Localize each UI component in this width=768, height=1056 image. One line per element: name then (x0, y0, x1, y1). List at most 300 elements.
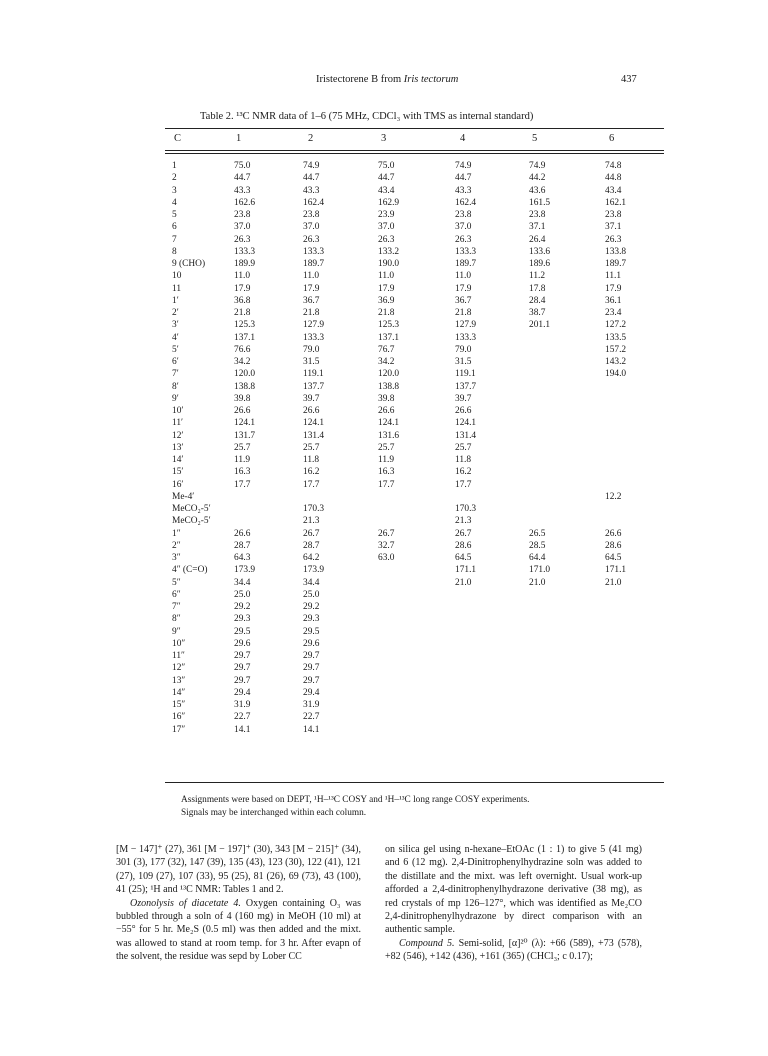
shift-value-cell: 75.0 (234, 161, 251, 171)
shift-value-cell: 125.3 (378, 320, 400, 331)
shift-value-cell: 29.5 (234, 626, 251, 637)
shift-value-cell: 17.7 (303, 479, 320, 490)
shift-value-cell: 26.6 (234, 528, 251, 539)
table-row (165, 197, 664, 209)
shift-value-cell: 31.9 (234, 700, 251, 710)
shift-value-cell: 39.7 (455, 393, 472, 404)
shift-value-cell: 11.2 (529, 271, 546, 282)
carbon-label-cell: 10′ (172, 406, 184, 416)
shift-value-cell: 171.0 (529, 565, 551, 576)
shift-value-cell: 43.6 (529, 185, 546, 196)
carbon-label-cell: 4′ (172, 332, 179, 343)
shift-value-cell: 28.6 (605, 540, 622, 551)
shift-value-cell: 76.6 (234, 344, 251, 355)
shift-value-cell: 26.6 (455, 406, 472, 416)
table-row (165, 503, 664, 515)
shift-value-cell: 133.5 (605, 332, 627, 343)
table-row (165, 295, 664, 307)
shift-value-cell: 11.0 (378, 271, 395, 282)
shift-value-cell: 75.0 (378, 161, 395, 171)
body-column-right (385, 843, 642, 964)
carbon-label-cell: 7′ (172, 369, 179, 380)
shift-value-cell: 29.3 (234, 614, 251, 625)
carbon-label-cell: 6 (172, 222, 177, 233)
table-row (165, 552, 664, 564)
shift-value-cell: 127.2 (605, 320, 627, 331)
shift-value-cell: 44.7 (378, 173, 395, 184)
shift-value-cell: 131.6 (378, 430, 400, 441)
table-top-rule (165, 128, 664, 129)
shift-value-cell: 189.7 (303, 259, 325, 269)
table-row (165, 172, 664, 184)
shift-value-cell: 64.2 (303, 553, 320, 563)
table-row (165, 491, 664, 503)
shift-value-cell: 28.5 (529, 540, 546, 551)
carbon-label-cell: 8′ (172, 381, 179, 392)
table-row (165, 344, 664, 356)
shift-value-cell: 34.4 (303, 577, 320, 588)
shift-value-cell: 11.9 (234, 455, 251, 465)
shift-value-cell: 16.3 (234, 467, 251, 478)
shift-value-cell: 43.3 (234, 185, 251, 196)
shift-value-cell: 133.2 (378, 246, 400, 257)
shift-value-cell: 31.5 (303, 357, 320, 367)
table-row (165, 246, 664, 258)
shift-value-cell: 189.6 (529, 259, 551, 269)
shift-value-cell: 11.9 (378, 455, 395, 465)
shift-value-cell: 21.8 (234, 308, 251, 318)
shift-value-cell: 12.2 (605, 491, 622, 502)
table-bottom-rule (165, 782, 664, 783)
table-row (165, 613, 664, 625)
shift-value-cell: 34.2 (234, 357, 251, 367)
shift-value-cell: 131.7 (234, 430, 256, 441)
shift-value-cell: 25.7 (234, 442, 251, 453)
shift-value-cell: 25.0 (303, 589, 320, 600)
shift-value-cell: 11.8 (455, 455, 472, 465)
carbon-label-cell: 17″ (172, 724, 186, 735)
carbon-label-cell: 3′ (172, 320, 179, 331)
shift-value-cell: 11.0 (303, 271, 320, 282)
shift-value-cell: 26.4 (529, 234, 546, 245)
shift-value-cell: 37.0 (234, 222, 251, 233)
running-title: Iristectorene B from Iris tectorum (316, 74, 459, 85)
shift-value-cell: 161.5 (529, 197, 551, 208)
shift-value-cell: 171.1 (605, 565, 627, 576)
shift-value-cell: 36.7 (303, 295, 320, 306)
table-row (165, 601, 664, 613)
shift-value-cell: 36.9 (378, 295, 395, 306)
carbon-label-cell: 13″ (172, 675, 186, 686)
shift-value-cell: 28.4 (529, 295, 546, 306)
shift-value-cell: 173.9 (234, 565, 256, 576)
header-cell-1: 1 (236, 133, 242, 144)
shift-value-cell: 23.4 (605, 308, 622, 318)
carbon-label-cell: 13′ (172, 442, 184, 453)
shift-value-cell: 17.7 (378, 479, 395, 490)
shift-value-cell: 14.1 (303, 724, 320, 735)
table-row (165, 515, 664, 527)
shift-value-cell: 21.3 (303, 516, 320, 527)
carbon-label-cell: 3 (172, 185, 177, 196)
carbon-label-cell: 9 (CHO) (172, 259, 206, 269)
table-row (165, 160, 664, 172)
table-row (165, 209, 664, 221)
shift-value-cell: 44.7 (234, 173, 251, 184)
table-row (165, 638, 664, 650)
shift-value-cell: 74.9 (303, 161, 320, 171)
shift-value-cell: 38.7 (529, 308, 546, 318)
shift-value-cell: 120.0 (234, 369, 256, 380)
paragraph: [M − 147]⁺ (27), 361 [M − 197]⁺ (30), 343 [M − 215]⁺ (34), 301 (3), 177 (32), 147 (39), 135 (43), 123 (30), 122 (41), 121 (27), 109 (27), 107 (33), 95 (25), 81 (26), 69 (73), 43 (100), 41 (25); ¹H and ¹³C NMR: Tables 1 and 2. (116, 844, 361, 896)
shift-value-cell: 26.6 (378, 406, 395, 416)
carbon-label-cell: 14′ (172, 455, 184, 465)
table-row (165, 577, 664, 589)
shift-value-cell: 29.7 (303, 651, 320, 661)
carbon-label-cell: Me-4′ (172, 491, 195, 502)
shift-value-cell: 26.3 (378, 234, 395, 245)
shift-value-cell: 25.7 (378, 442, 395, 453)
carbon-label-cell: 16″ (172, 712, 186, 723)
table-row (165, 393, 664, 405)
footnote-line: Assignments were based on DEPT, ¹H–¹³C COSY and ¹H–¹³C long range COSY experiments. (181, 795, 530, 805)
table-row (165, 479, 664, 491)
shift-value-cell: 32.7 (378, 540, 395, 551)
table-footnote (181, 794, 681, 819)
shift-value-cell: 131.4 (455, 430, 477, 441)
table-row (165, 454, 664, 466)
carbon-label-cell: 15′ (172, 467, 184, 478)
shift-value-cell: 22.7 (234, 712, 251, 723)
shift-value-cell: 124.1 (455, 418, 477, 429)
header-cell-5: 5 (532, 133, 538, 144)
shift-value-cell: 23.8 (303, 210, 320, 220)
shift-value-cell: 74.8 (605, 161, 622, 171)
carbon-label-cell: 4″ (C=O) (172, 565, 208, 576)
shift-value-cell: 21.3 (455, 516, 472, 527)
shift-value-cell: 26.6 (303, 406, 320, 416)
shift-value-cell: 23.8 (234, 210, 251, 220)
shift-value-cell: 119.1 (303, 369, 324, 380)
shift-value-cell: 133.3 (234, 246, 256, 257)
shift-value-cell: 11.1 (605, 271, 622, 282)
table-row (165, 283, 664, 295)
shift-value-cell: 17.9 (234, 283, 251, 294)
shift-value-cell: 26.6 (234, 406, 251, 416)
carbon-label-cell: 10″ (172, 638, 186, 649)
table-row (165, 540, 664, 552)
carbon-label-cell: 6′ (172, 357, 179, 367)
shift-value-cell: 137.7 (303, 381, 325, 392)
shift-value-cell: 44.8 (605, 173, 622, 184)
page-number: 437 (621, 74, 637, 85)
table-row (165, 564, 664, 576)
shift-value-cell: 26.5 (529, 528, 546, 539)
shift-value-cell: 189.7 (455, 259, 477, 269)
shift-value-cell: 189.7 (605, 259, 627, 269)
shift-value-cell: 79.0 (455, 344, 472, 355)
carbon-label-cell: 7″ (172, 602, 181, 612)
table-row (165, 356, 664, 368)
shift-value-cell: 28.6 (455, 540, 472, 551)
shift-value-cell: 39.7 (303, 393, 320, 404)
shift-value-cell: 43.4 (605, 185, 622, 196)
shift-value-cell: 39.8 (378, 393, 395, 404)
table-row (165, 234, 664, 246)
header-cell-2: 2 (308, 133, 314, 144)
shift-value-cell: 26.7 (303, 528, 320, 539)
shift-value-cell: 125.3 (234, 320, 256, 331)
shift-value-cell: 11.8 (303, 455, 320, 465)
shift-value-cell: 44.7 (455, 173, 472, 184)
shift-value-cell: 79.0 (303, 344, 320, 355)
shift-value-cell: 16.2 (303, 467, 320, 478)
shift-value-cell: 29.7 (234, 663, 251, 674)
carbon-label-cell: 16′ (172, 479, 184, 490)
running-head (0, 74, 768, 90)
shift-value-cell: 26.3 (303, 234, 320, 245)
table-header-rule (165, 150, 664, 151)
shift-value-cell: 124.1 (303, 418, 325, 429)
table-row (165, 699, 664, 711)
shift-value-cell: 29.3 (303, 614, 320, 625)
shift-value-cell: 37.0 (303, 222, 320, 233)
shift-value-cell: 138.8 (234, 381, 256, 392)
paragraph: on silica gel using n-hexane–EtOAc (1 : 1) to give 5 (41 mg) and 6 (12 mg). 2,4-Dinitrophenylhydrazine soln was added to the distillate and the mixt. was left overnight. Usual work-up afforded a 2,4-dinitrophenylhydrazone derivative (38 mg), as red crystals of mp 126–127°, which was identified as Me₂CO 2,4-dinitrophenylhydrazone by direct comparison with an authentic sample. (385, 844, 642, 936)
carbon-label-cell: 4 (172, 197, 177, 208)
shift-value-cell: 44.2 (529, 173, 546, 184)
table-row (165, 589, 664, 601)
paragraph (116, 897, 361, 964)
header-cell-6: 6 (609, 133, 615, 144)
shift-value-cell: 17.8 (529, 283, 546, 294)
carbon-label-cell: 11″ (172, 651, 185, 661)
table-body (165, 160, 664, 736)
shift-value-cell: 34.4 (234, 577, 251, 588)
paragraph-text: Oxygen containing O₃ was bubbled through a soln of 4 (160 mg) in MeOH (10 ml) at −55° for 5 hr. Me₂S (0.5 ml) was then added and the mixt. was allowed to stand at room temp. for 3 hr. After evapn of the solvent, the residue was sepd by Lober CC (116, 897, 361, 963)
table-row (165, 650, 664, 662)
table-row (165, 319, 664, 331)
shift-value-cell: 21.0 (605, 577, 622, 588)
shift-value-cell: 21.8 (378, 308, 395, 318)
body-column-left (116, 843, 361, 964)
shift-value-cell: 162.1 (605, 197, 627, 208)
shift-value-cell: 29.6 (303, 638, 320, 649)
shift-value-cell: 23.8 (455, 210, 472, 220)
shift-value-cell: 26.3 (234, 234, 251, 245)
shift-value-cell: 162.4 (303, 197, 325, 208)
table-caption: Table 2. ¹³C NMR data of 1–6 (75 MHz, CDCl₃ with TMS as internal standard) (200, 111, 534, 122)
shift-value-cell: 137.7 (455, 381, 477, 392)
shift-value-cell: 64.3 (234, 553, 251, 563)
paragraph-heading: Ozonolysis of diacetate 4. (130, 897, 241, 909)
shift-value-cell: 29.4 (234, 687, 251, 698)
shift-value-cell: 63.0 (378, 553, 395, 563)
shift-value-cell: 11.0 (455, 271, 472, 282)
header-cell-4: 4 (460, 133, 466, 144)
shift-value-cell: 189.9 (234, 259, 256, 269)
shift-value-cell: 170.3 (303, 504, 325, 514)
shift-value-cell: 22.7 (303, 712, 320, 723)
carbon-label-cell: 14″ (172, 687, 186, 698)
shift-value-cell: 120.0 (378, 369, 400, 380)
shift-value-cell: 26.6 (605, 528, 622, 539)
shift-value-cell: 16.3 (378, 467, 395, 478)
shift-value-cell: 26.3 (455, 234, 472, 245)
shift-value-cell: 21.8 (455, 308, 472, 318)
shift-value-cell: 162.9 (378, 197, 400, 208)
shift-value-cell: 17.9 (303, 283, 320, 294)
shift-value-cell: 29.4 (303, 687, 320, 698)
carbon-label-cell: 10 (172, 271, 182, 282)
carbon-label-cell: 9″ (172, 626, 181, 637)
carbon-label-cell: 5′ (172, 344, 179, 355)
shift-value-cell: 127.9 (455, 320, 477, 331)
shift-value-cell: 36.7 (455, 295, 472, 306)
shift-value-cell: 171.1 (455, 565, 477, 576)
shift-value-cell: 25.7 (303, 442, 320, 453)
carbon-label-cell: 1″ (172, 528, 181, 539)
table-row (165, 724, 664, 736)
paragraph (385, 937, 642, 964)
shift-value-cell: 133.3 (303, 332, 325, 343)
shift-value-cell: 74.9 (529, 161, 546, 171)
shift-value-cell: 190.0 (378, 259, 400, 269)
table-header-row (165, 133, 664, 147)
carbon-label-cell: 5″ (172, 577, 181, 588)
table-row (165, 442, 664, 454)
header-cell-c: C (174, 133, 182, 144)
table-row (165, 368, 664, 380)
shift-value-cell: 21.0 (529, 577, 546, 588)
paragraph-text: Semi-solid, [α]²⁰ (λ): +66 (589), +73 (578), +82 (546), +142 (436), +161 (365) (CHCl₃; c 0.17); (385, 937, 642, 963)
carbon-label-cell: 8 (172, 246, 177, 257)
carbon-label-cell: 15″ (172, 700, 186, 710)
shift-value-cell: 44.7 (303, 173, 320, 184)
shift-value-cell: 143.2 (605, 357, 627, 367)
carbon-label-cell: 3″ (172, 553, 181, 563)
shift-value-cell: 64.5 (455, 553, 472, 563)
table-row (165, 270, 664, 282)
shift-value-cell: 43.3 (455, 185, 472, 196)
shift-value-cell: 194.0 (605, 369, 627, 380)
shift-value-cell: 17.7 (455, 479, 472, 490)
shift-value-cell: 17.7 (234, 479, 251, 490)
shift-value-cell: 64.5 (605, 553, 622, 563)
table-row (165, 221, 664, 233)
shift-value-cell: 124.1 (378, 418, 400, 429)
carbon-label-cell: 7 (172, 234, 177, 245)
shift-value-cell: 25.7 (455, 442, 472, 453)
shift-value-cell: 43.3 (303, 185, 320, 196)
table-row (165, 307, 664, 319)
shift-value-cell: 29.2 (303, 602, 320, 612)
shift-value-cell: 21.8 (303, 308, 320, 318)
carbon-label-cell: 9′ (172, 393, 179, 404)
shift-value-cell: 14.1 (234, 724, 251, 735)
carbon-label-cell: 1 (172, 161, 177, 171)
shift-value-cell: 29.5 (303, 626, 320, 637)
shift-value-cell: 133.3 (303, 246, 325, 257)
shift-value-cell: 29.6 (234, 638, 251, 649)
carbon-label-cell: 12″ (172, 663, 186, 674)
carbon-label-cell: 2 (172, 173, 177, 184)
shift-value-cell: 127.9 (303, 320, 325, 331)
shift-value-cell: 36.8 (234, 295, 251, 306)
table-row (165, 185, 664, 197)
table-row (165, 430, 664, 442)
carbon-label-cell: 12′ (172, 430, 184, 441)
table-row (165, 381, 664, 393)
shift-value-cell: 37.0 (378, 222, 395, 233)
shift-value-cell: 131.4 (303, 430, 325, 441)
shift-value-cell: 137.1 (234, 332, 256, 343)
carbon-label-cell: 6″ (172, 589, 181, 600)
table-row (165, 466, 664, 478)
shift-value-cell: 170.3 (455, 504, 477, 514)
shift-value-cell: 133.3 (455, 246, 477, 257)
carbon-label-cell: 2′ (172, 308, 179, 318)
carbon-label-cell: 11 (172, 283, 182, 294)
shift-value-cell: 16.2 (455, 467, 472, 478)
shift-value-cell: 37.1 (529, 222, 546, 233)
shift-value-cell: 36.1 (605, 295, 622, 306)
shift-value-cell: 138.8 (378, 381, 400, 392)
table-row (165, 528, 664, 540)
carbon-label-cell: MeCO₂-5′ (172, 516, 211, 527)
shift-value-cell: 26.7 (378, 528, 395, 539)
carbon-label-cell: 8″ (172, 614, 181, 625)
carbon-label-cell: 11′ (172, 418, 184, 429)
shift-value-cell: 133.6 (529, 246, 551, 257)
shift-value-cell: 17.9 (378, 283, 395, 294)
table-row (165, 258, 664, 270)
shift-value-cell: 26.7 (455, 528, 472, 539)
table-row (165, 332, 664, 344)
carbon-label-cell: 2″ (172, 540, 181, 551)
shift-value-cell: 29.7 (303, 675, 320, 686)
shift-value-cell: 173.9 (303, 565, 325, 576)
shift-value-cell: 37.1 (605, 222, 622, 233)
carbon-label-cell: 5 (172, 210, 177, 220)
shift-value-cell: 25.0 (234, 589, 251, 600)
shift-value-cell: 124.1 (234, 418, 256, 429)
shift-value-cell: 137.1 (378, 332, 400, 343)
shift-value-cell: 28.7 (234, 540, 251, 551)
shift-value-cell: 31.9 (303, 700, 320, 710)
shift-value-cell: 23.8 (605, 210, 622, 220)
shift-value-cell: 133.8 (605, 246, 627, 257)
shift-value-cell: 157.2 (605, 344, 627, 355)
carbon-label-cell: 1′ (172, 295, 179, 306)
table-row (165, 687, 664, 699)
shift-value-cell: 23.9 (378, 210, 395, 220)
shift-value-cell: 119.1 (455, 369, 476, 380)
shift-value-cell: 74.9 (455, 161, 472, 171)
shift-value-cell: 37.0 (455, 222, 472, 233)
table-row (165, 626, 664, 638)
shift-value-cell: 23.8 (529, 210, 546, 220)
shift-value-cell: 26.3 (605, 234, 622, 245)
footnote-line: Signals may be interchanged within each column. (181, 807, 367, 818)
shift-value-cell: 76.7 (378, 344, 395, 355)
carbon-label-cell: MeCO₂-5′ (172, 504, 211, 514)
shift-value-cell: 34.2 (378, 357, 395, 367)
shift-value-cell: 11.0 (234, 271, 251, 282)
table-row (165, 711, 664, 723)
shift-value-cell: 29.7 (234, 675, 251, 686)
table-row (165, 675, 664, 687)
